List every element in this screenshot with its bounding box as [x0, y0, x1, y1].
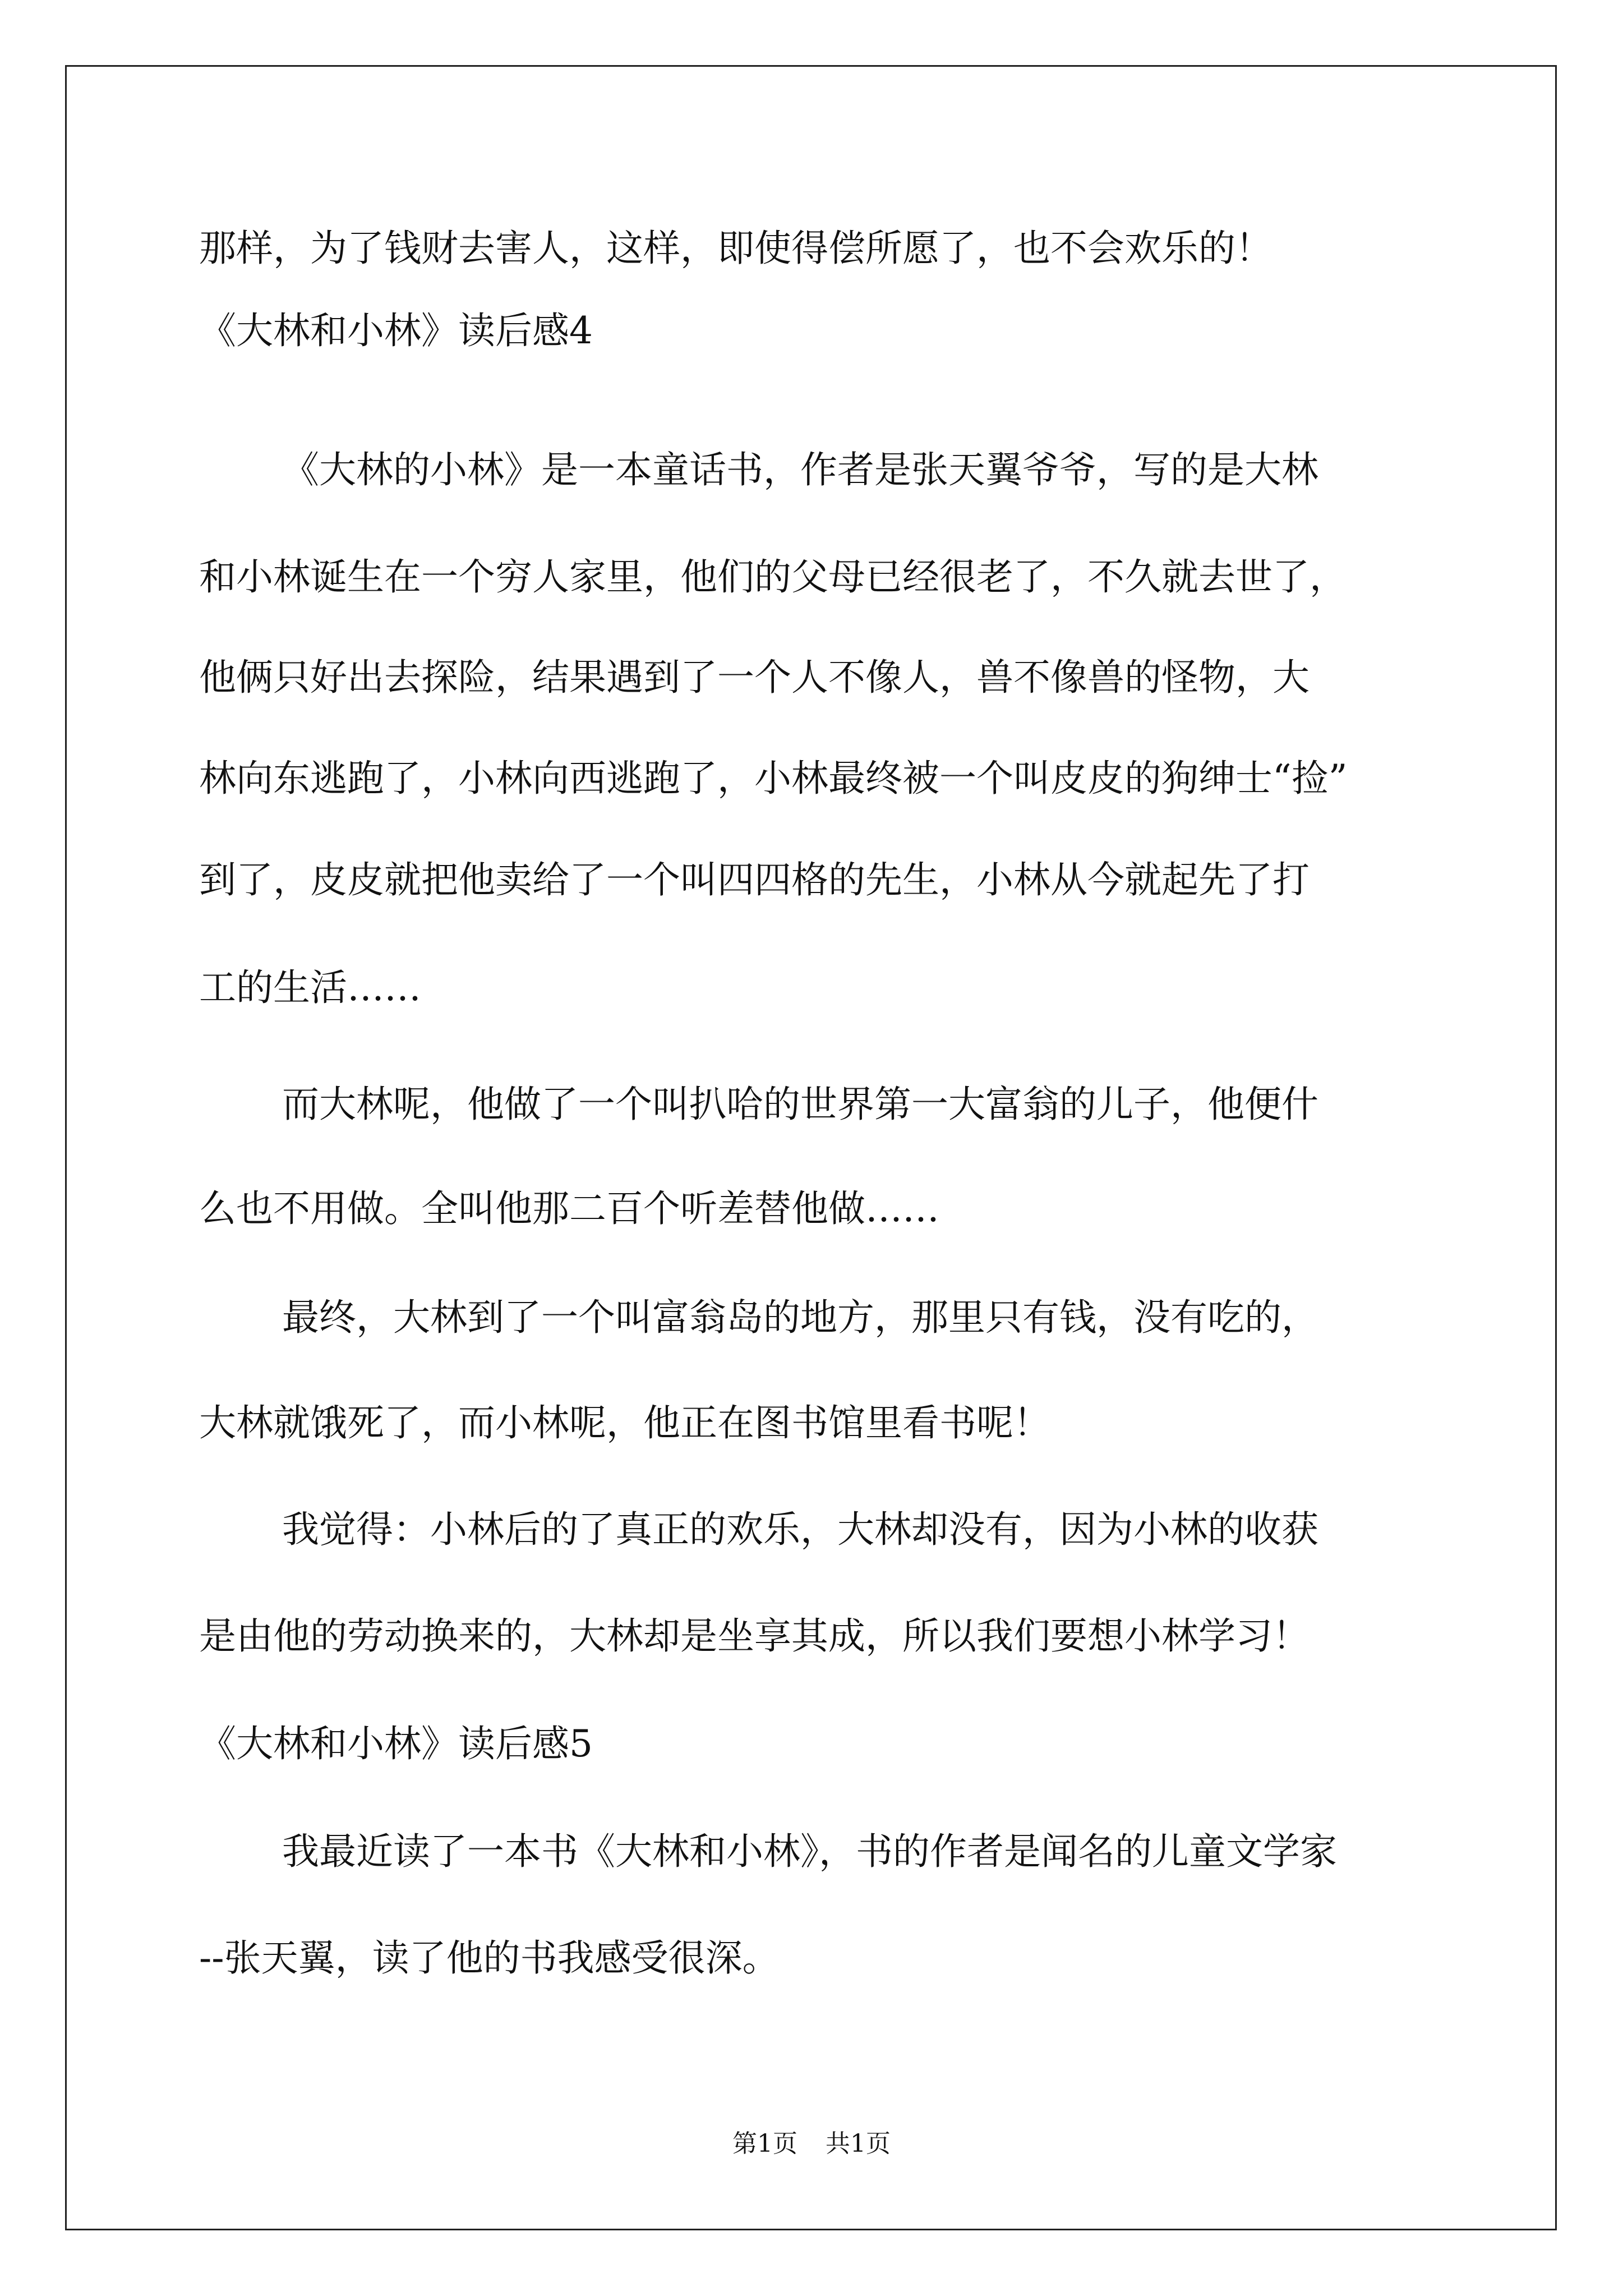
body-line: --张天翼，读了他的书我感受很深。: [199, 1936, 780, 1980]
page-footer: [0, 2127, 1623, 2161]
section-heading: 《大林和小林》读后感5: [199, 1722, 593, 1765]
paragraph-first-line: 我最近读了一本书《大林和小林》，书的作者是闻名的儿童文学家: [282, 1830, 1337, 1873]
paragraph-first-line: 我觉得：小林后的了真正的欢乐，大林却没有，因为小林的收获: [282, 1508, 1318, 1551]
body-line: 林向东逃跑了，小林向西逃跑了，小林最终被一个叫皮皮的狗绅士“捡”: [199, 757, 1348, 800]
paragraph-first-line: 而大林呢，他做了一个叫扒哈的世界第一大富翁的儿子，他便什: [282, 1083, 1318, 1126]
body-line: 么也不用做。全叫他那二百个听差替他做……: [199, 1187, 939, 1230]
page-total: 共1页: [826, 2129, 891, 2158]
page-border: [65, 65, 1557, 2230]
body-line: 到了，皮皮就把他卖给了一个叫四四格的先生，小林从今就起先了打: [199, 858, 1310, 901]
section-heading: 《大林和小林》读后感4: [199, 309, 593, 352]
page-number: 第1页: [732, 2129, 797, 2158]
paragraph-first-line: 最终，大林到了一个叫富翁岛的地方，那里只有钱，没有吃的，: [282, 1296, 1318, 1339]
body-line: 工的生活……: [199, 966, 421, 1009]
body-line: 和小林诞生在一个穷人家里，他们的父母已经很老了，不久就去世了，: [199, 555, 1347, 599]
paragraph-first-line: 《大林的小林》是一本童话书，作者是张天翼爷爷，写的是大林: [282, 448, 1318, 491]
body-line: 那样，为了钱财去害人，这样，即使得偿所愿了，也不会欢乐的！: [199, 227, 1272, 270]
body-line: 大林就饿死了，而小林呢，他正在图书馆里看书呢！: [199, 1401, 1050, 1444]
body-line: 是由他的劳动换来的，大林却是坐享其成，所以我们要想小林学习！: [199, 1614, 1310, 1658]
body-line: 他俩只好出去探险，结果遇到了一个人不像人，兽不像兽的怪物，大: [199, 656, 1310, 699]
